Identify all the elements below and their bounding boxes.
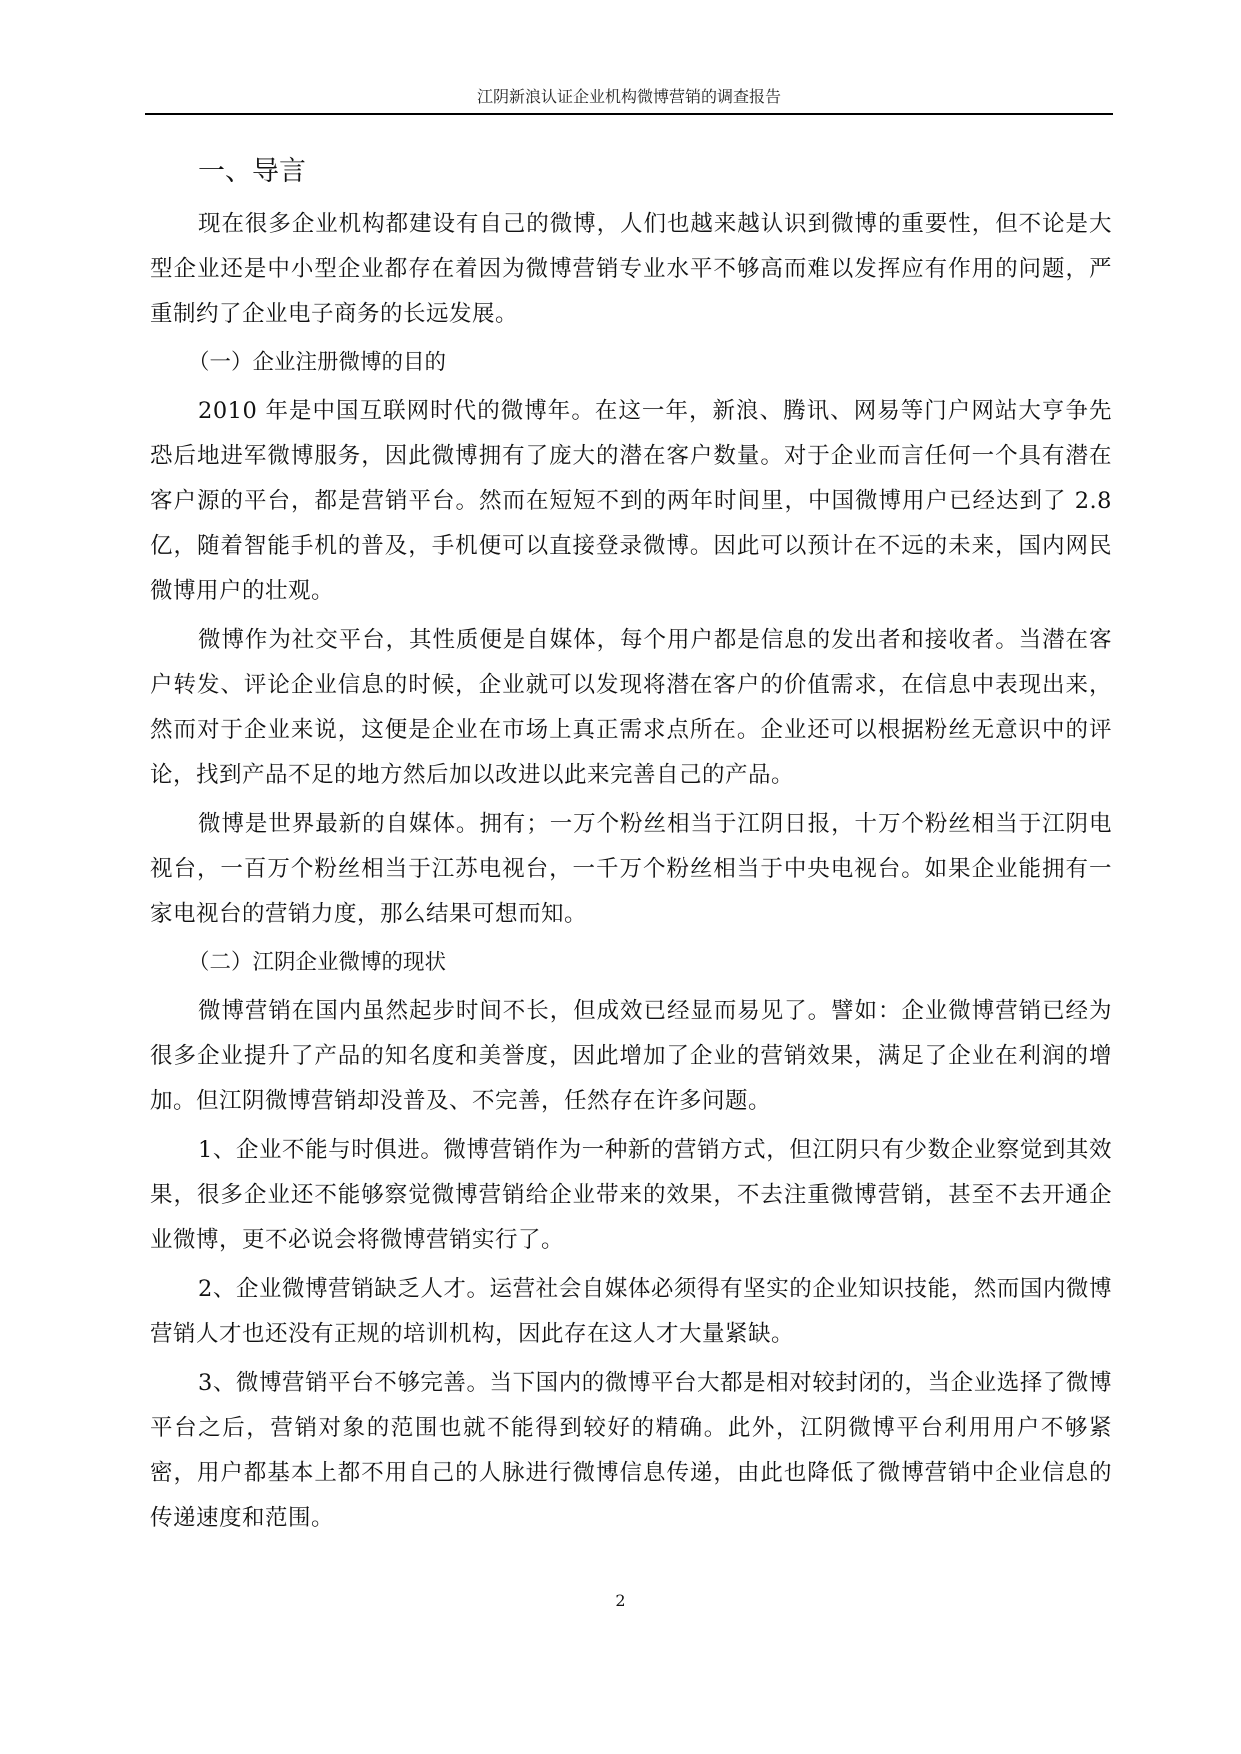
paragraph-status-4: 3、微博营销平台不够完善。当下国内的微博平台大都是相对较封闭的，当企业选择了微博平台之后，营销对象的范围也就不能得到较好的精确。此外，江阴微博平台利用用户不够紧密，用户都基本上都不用自己的人脉进行微博信息传递，由此也降低了微博营销中企业信息的传递速度和范围。 — [150, 1370, 1112, 1531]
subsection-heading-purpose: （一）企业注册微博的目的 — [188, 350, 447, 375]
paragraph-status-3: 2、企业微博营销缺乏人才。运营社会自媒体必须得有坚实的企业知识技能，然而国内微博营销人才也还没有正规的培训机构，因此存在这人才大量紧缺。 — [150, 1276, 1112, 1347]
paragraph-status-1: 微博营销在国内虽然起步时间不长，但成效已经显而易见了。譬如：企业微博营销已经为很多企业提升了产品的知名度和美誉度，因此增加了企业的营销效果，满足了企业在利润的增加。但江阴微博营销却没普及、不完善，任然存在许多问题。 — [150, 998, 1112, 1114]
paragraph-introduction: 现在很多企业机构都建设有自己的微博，人们也越来越认识到微博的重要性，但不论是大型企业还是中小型企业都存在着因为微博营销专业水平不够高而难以发挥应有作用的问题，严重制约了企业电子商务的长远发展。 — [150, 211, 1112, 327]
running-header: 江阴新浪认证企业机构微博营销的调查报告 — [476, 87, 781, 106]
section-heading-introduction: 一、导言 — [198, 156, 306, 187]
subsection-heading-status: （二）江阴企业微博的现状 — [188, 950, 447, 975]
page-number: 2 — [615, 1591, 626, 1610]
document-body — [150, 152, 1112, 1545]
paragraph-purpose-1: 2010 年是中国互联网时代的微博年。在这一年，新浪、腾讯、网易等门户网站大亨争先恐后地进军微博服务，因此微博拥有了庞大的潜在客户数量。对于企业而言任何一个具有潜在客户源的平台，都是营销平台。然而在短短不到的两年时间里，中国微博用户已经达到了 2.8 亿，随着智能手机的普及，手机便可以直接登录微博。因此可以预计在不远的未来，国内网民微博用户的壮观。 — [150, 398, 1112, 604]
header-divider — [145, 113, 1113, 115]
paragraph-purpose-2: 微博作为社交平台，其性质便是自媒体，每个用户都是信息的发出者和接收者。当潜在客户转发、评论企业信息的时候，企业就可以发现将潜在客户的价值需求，在信息中表现出来，然而对于企业来说，这便是企业在市场上真正需求点所在。企业还可以根据粉丝无意识中的评论，找到产品不足的地方然后加以改进以此来完善自己的产品。 — [150, 627, 1112, 788]
paragraph-purpose-3: 微博是世界最新的自媒体。拥有；一万个粉丝相当于江阴日报，十万个粉丝相当于江阴电视台，一百万个粉丝相当于江苏电视台，一千万个粉丝相当于中央电视台。如果企业能拥有一家电视台的营销力度，那么结果可想而知。 — [150, 811, 1112, 927]
paragraph-status-2: 1、企业不能与时俱进。微博营销作为一种新的营销方式，但江阴只有少数企业察觉到其效果，很多企业还不能够察觉微博营销给企业带来的效果，不去注重微博营销，甚至不去开通企业微博，更不必说会将微博营销实行了。 — [150, 1137, 1112, 1253]
